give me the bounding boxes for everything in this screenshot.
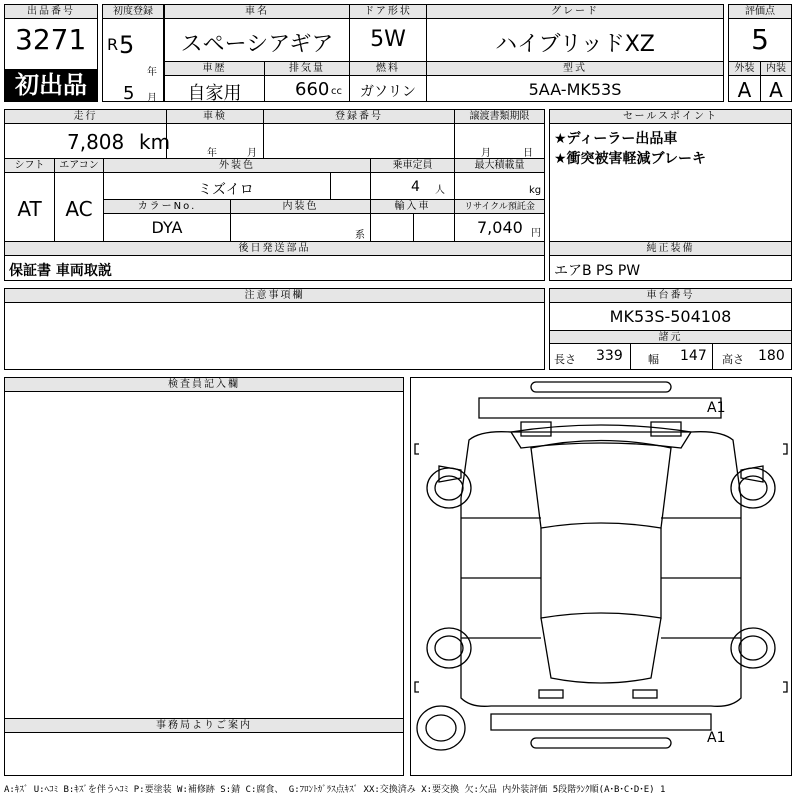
transfer-doc-label: 譲渡書類期限 [455,110,544,124]
registration-year: 5 [119,31,135,59]
transfer-doc-day-unit: 日 [523,148,533,159]
recycle-box [454,199,545,242]
chassis-box [549,288,792,370]
history-box [164,61,265,102]
inspector-label: 検査員記入欄 [5,378,403,392]
diagram-mark-top: A1 [707,400,726,416]
history-label: 車歴 [165,62,264,76]
lot-label: 出品番号 [5,5,97,19]
door-value: 5W [370,27,406,52]
specs-label: 諸元 [550,330,791,344]
max-load-label: 最大積載量 [455,159,544,173]
history-value: 自家用 [187,83,242,104]
registration-box [102,4,164,102]
office-box [4,718,404,776]
car-diagram [411,378,791,775]
later-parts-box [4,241,545,281]
model-label: 型式 [427,62,723,76]
legend-text: A:ｷｽﾞ U:ﾍｺﾐ B:ｷｽﾞを伴うﾍｺﾐ P:要塗装 W:補修跡 S:錆 C:腐食、 G:ﾌﾛﾝﾄｶﾞﾗｽ点ｷｽﾞ XX:交換済み X:要交換 欠:欠品 内外装評価 5段階ﾗﾝｸ順(A･B･C･D･E) 1 [4,785,666,795]
mileage-box [4,109,171,159]
reg-number-box [263,109,455,159]
aircon-value: AC [65,197,93,221]
aircon-box [54,158,104,242]
int-color-unit: 系 [355,230,365,241]
capacity-box [370,158,455,200]
reg-number-label: 登録番号 [264,110,454,124]
color-no-box [103,199,231,242]
later-parts-value: 保証書 車両取説 [9,263,112,279]
shift-box [4,158,55,242]
interior-rating-value: A [769,78,783,102]
office-label: 事務局よりご案内 [5,719,403,733]
aircon-label: エアコン [55,159,103,173]
chassis-value: MK53S-504108 [609,307,732,326]
spec-height: 180 [758,348,785,364]
inspection-label: 車検 [167,110,263,124]
registration-label: 初度登録 [103,5,163,19]
score-value: 5 [751,23,769,56]
shift-value: AT [17,197,42,221]
first-listing-badge: 初出品 [5,69,97,101]
displacement-value: 660 [295,79,330,100]
inspection-month-unit: 月 [247,148,257,159]
import-divider [413,213,414,241]
inspection-year-unit: 年 [207,148,217,159]
mileage-label: 走行 [5,110,166,124]
capacity-unit: 人 [435,185,445,196]
fuel-label: 燃料 [350,62,426,76]
model-box [426,61,724,102]
model-value: 5AA-MK53S [528,80,622,99]
car-name-label: 車名 [165,5,349,19]
int-color-label: 内装色 [231,200,370,214]
spec-width-label: 幅 [648,353,659,366]
sales-points-box [549,109,792,242]
grade-value: ハイブリッドXZ [495,32,655,57]
transfer-doc-month-unit: 月 [481,148,491,159]
score-label: 評価点 [729,5,791,19]
displacement-label: 排気量 [265,62,349,76]
capacity-value: 4 [411,179,420,195]
exterior-rating-value: A [737,78,752,102]
shift-label: シフト [5,159,54,173]
grade-label: グレード [427,5,723,19]
ext-color-value: ミズイロ [198,182,254,198]
import-label: 輸入車 [371,200,454,214]
lot-box [4,4,98,102]
door-label: ドア形状 [350,5,426,19]
registration-year-unit: 年 [147,67,157,78]
spec-length: 339 [596,348,623,364]
recycle-unit: 円 [531,228,541,239]
car-diagram-box [410,377,792,776]
int-color-box [230,199,371,242]
interior-rating-box [760,61,792,102]
ext-color-box [103,158,371,200]
ext-color-label: 外装色 [104,159,370,173]
sales-point-2: ★衝突被害軽減ブレーキ [554,151,706,167]
sales-point-1: ★ディーラー出品車 [554,131,678,147]
ext-color-divider [330,172,331,199]
mileage-value: 7,808 [67,130,125,154]
exterior-rating-label: 外装 [729,62,760,76]
car-name-box [164,4,350,62]
transfer-doc-box [454,109,545,159]
spec-width: 147 [680,348,707,364]
later-parts-label: 後日発送部品 [5,242,544,256]
recycle-value: 7,040 [477,218,523,237]
sales-points-label: セールスポイント [550,110,791,124]
spec-length-label: 長さ [554,353,576,366]
max-load-unit: kg [529,185,542,196]
interior-rating-label: 内装 [761,62,791,76]
color-no-value: DYA [151,218,183,237]
mileage-unit: km [139,130,171,154]
displacement-box [264,61,350,102]
color-no-label: カラーNo. [104,200,230,214]
capacity-label: 乗車定員 [371,159,454,173]
notes-label: 注意事項欄 [5,289,544,303]
exterior-rating-box [728,61,761,102]
import-box [370,199,455,242]
fuel-value: ガソリン [360,84,416,100]
registration-era: R [107,35,119,54]
door-box [349,4,427,62]
score-box [728,4,792,62]
spec-height-label: 高さ [722,353,744,366]
notes-box [4,288,545,370]
registration-month-unit: 月 [147,93,157,104]
car-name-value: スペーシアギア [180,32,334,57]
recycle-label: リサイクル預託金 [455,200,544,214]
max-load-box [454,158,545,200]
registration-month: 5 [123,83,135,104]
equipment-value: エアB PS PW [554,263,641,279]
lot-number: 3271 [15,23,87,56]
fuel-box [349,61,427,102]
inspector-box [4,377,404,719]
displacement-unit: cc [331,86,342,97]
equipment-box [549,241,792,281]
spec-divider-2 [712,344,713,369]
diagram-mark-bottom: A1 [707,730,726,746]
grade-box [426,4,724,62]
chassis-label: 車台番号 [550,289,791,303]
equipment-label: 純正装備 [550,242,791,256]
spec-divider-1 [630,344,631,369]
inspection-box [166,109,264,159]
